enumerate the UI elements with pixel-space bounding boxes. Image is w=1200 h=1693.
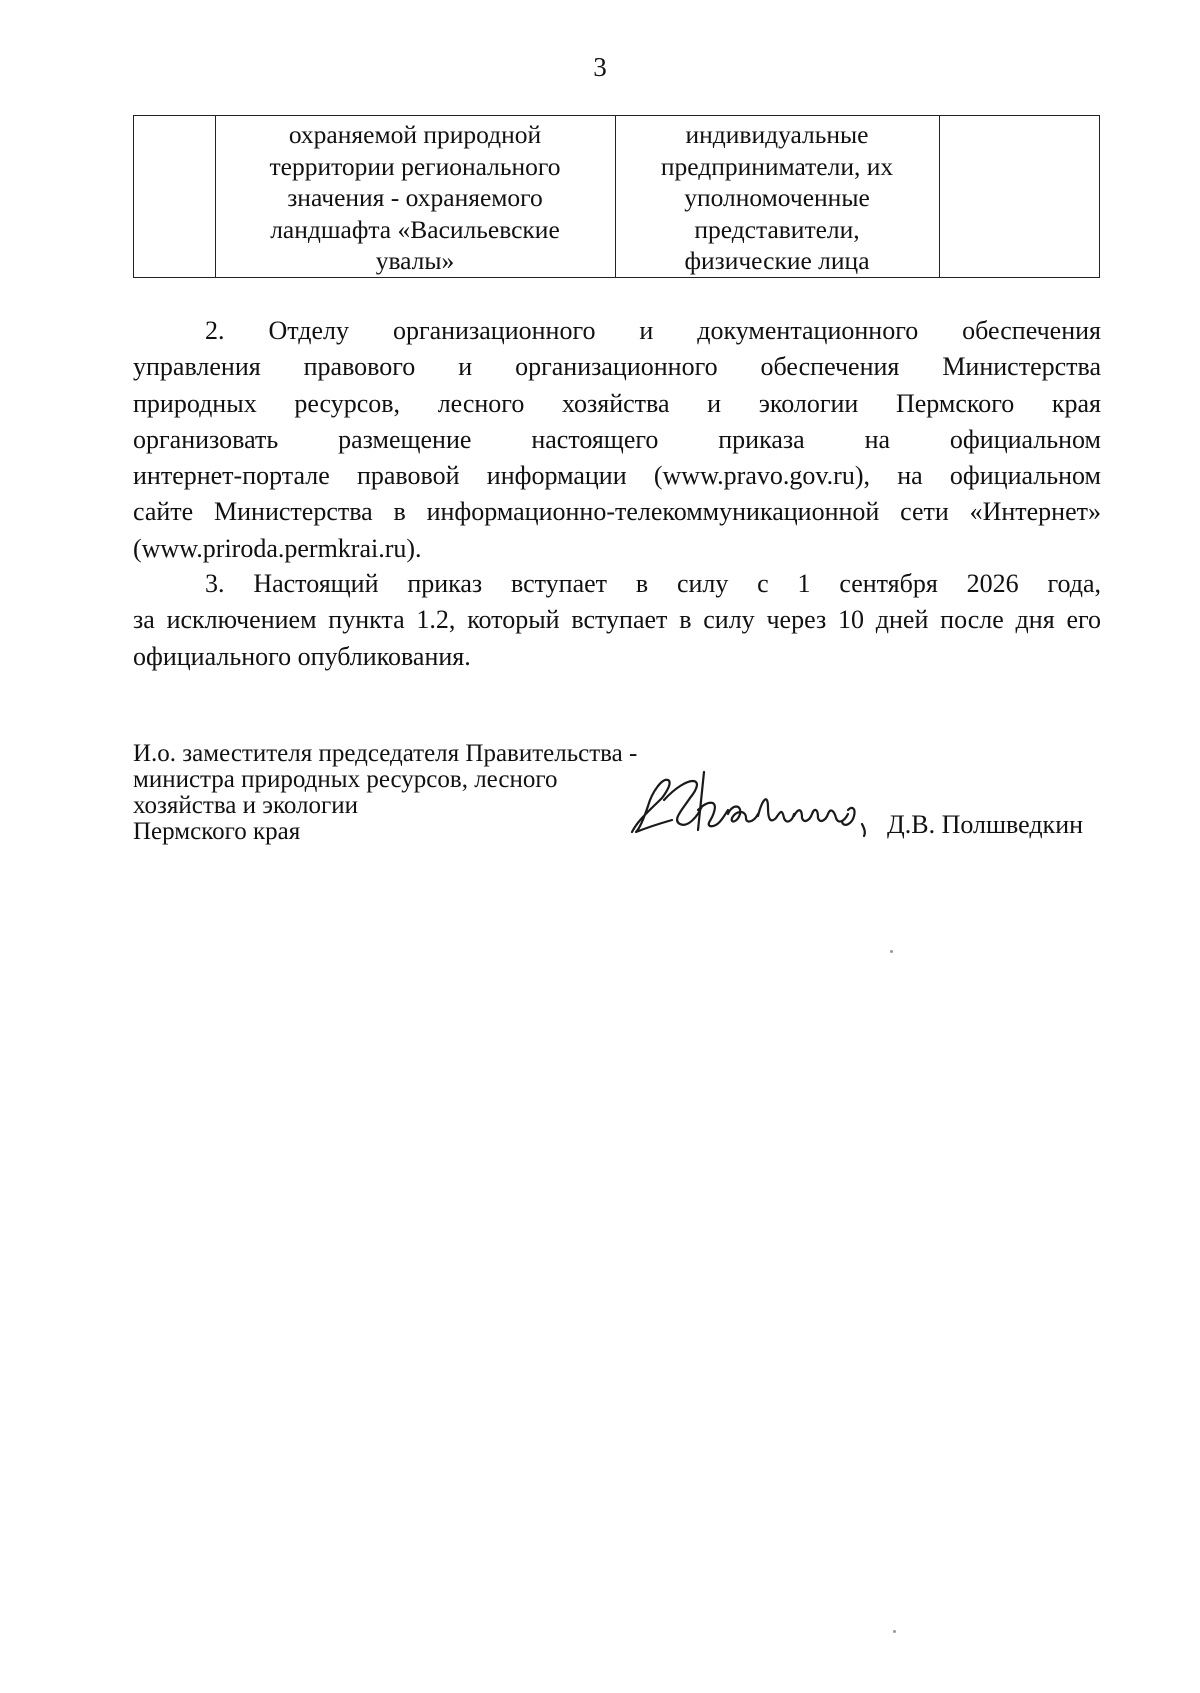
- paragraph-line: 3. Настоящий приказ вступает в силу с 1 сентября 2026 года,: [205, 569, 1101, 598]
- signatory-position-line: хозяйства и экологии: [133, 792, 359, 819]
- paragraph-line: за исключением пункта 1.2, который вступает в силу через 10 дней после дня его: [133, 605, 1101, 635]
- table-cell-line: индивидуальные: [685, 120, 869, 149]
- table: [133, 115, 1100, 278]
- signatory-position: [133, 741, 637, 845]
- signatory-name: Д.В. Полшведкин: [887, 810, 1084, 839]
- signatory-position-line: министра природных ресурсов, лесного: [133, 766, 558, 793]
- table-column-divider: [939, 116, 940, 277]
- paragraph-line: (www.priroda.permkrai.ru).: [133, 533, 422, 563]
- table-cell-line: уполномоченные: [684, 183, 870, 212]
- table-cell-line: представители,: [694, 214, 860, 244]
- handwritten-signature: [628, 770, 888, 840]
- table-cell-line: значения - охраняемого: [287, 183, 543, 212]
- table-cell-line: охраняемой природной: [288, 120, 542, 149]
- table-cell-line: ландшафта «Васильевские: [270, 214, 560, 244]
- paragraph-line: управления правового и организационного обеспечения Министерства: [133, 352, 1101, 382]
- table-cell-territory: [215, 119, 615, 277]
- table-cell-line: предприниматели, их: [660, 151, 894, 181]
- paragraph-3: [133, 566, 1101, 675]
- paragraph-line: интернет-портале правовой информации (www.pravo.gov.ru), на официальном: [133, 461, 1101, 491]
- paragraph-line: 2. Отделу организационного и документационного обеспечения: [205, 316, 1101, 345]
- scan-speck: [893, 1630, 896, 1633]
- paragraph-line: официального опубликования.: [133, 641, 471, 671]
- signatory-position-line: И.о. заместителя председателя Правительства -: [133, 740, 638, 767]
- table-cell-line: физические лица: [684, 246, 870, 275]
- scan-speck: [890, 950, 893, 953]
- table-cell-line: увалы»: [375, 246, 455, 275]
- table-cell-line: территории регионального: [269, 151, 561, 181]
- page-number: 3: [593, 52, 607, 82]
- paragraph-line: сайте Министерства в информационно-телекоммуникационной сети «Интернет»: [133, 497, 1101, 527]
- table-cell-persons: [615, 119, 939, 277]
- paragraph-2: [133, 313, 1101, 567]
- paragraph-line: организовать размещение настоящего приказа на официальном: [133, 424, 1101, 454]
- signatory-position-line: Пермского края: [133, 818, 301, 845]
- paragraph-line: природных ресурсов, лесного хозяйства и экологии Пермского края: [133, 388, 1101, 418]
